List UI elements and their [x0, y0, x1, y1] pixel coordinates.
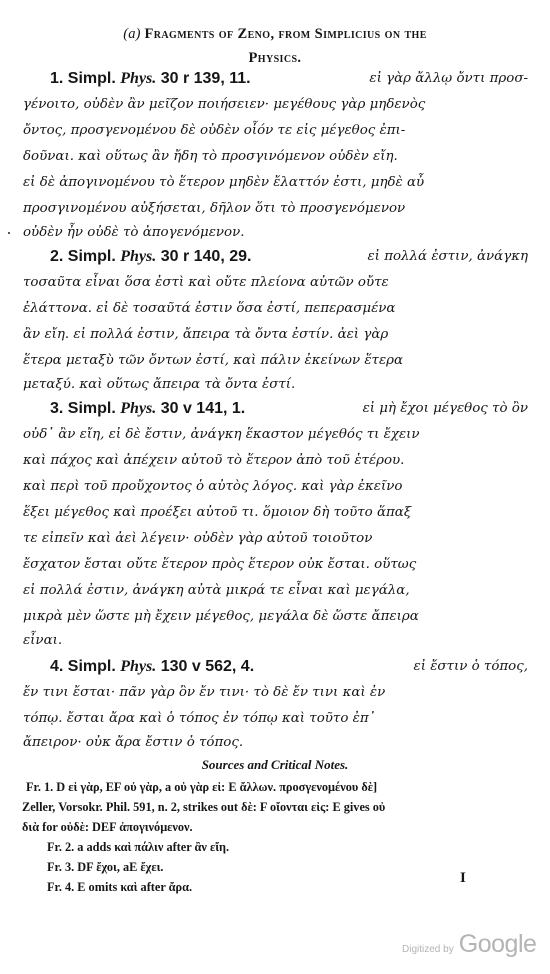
note-line-3: διὰ for οὐδὲ: DEF ἀπογινόμενον.: [22, 820, 193, 834]
fragment-3-line-9: μικρὰ μὲν ὥστε μὴ ἔχειν μέγεθος, μεγάλα δὲ ὥστε ἄπειρα: [23, 609, 419, 624]
section-heading: [30, 22, 520, 70]
fragment-2-line-4: ἂν εἴη. εἰ πολλά ἐστιν, ἄπειρα τὰ ὄντα ἐστίν. ἀεὶ γὰρ: [23, 327, 389, 342]
fragment-4-ref: 4. Simpl. Phys. 130 v 562, 4.: [50, 658, 255, 675]
fragment-3-line-8: εἰ πολλά ἐστιν, ἀνάγκη αὐτὰ μικρά τε εἶναι καὶ μεγάλα,: [23, 583, 410, 598]
note-line-2: Zeller, Vorsokr. Phil. 591, n. 2, strikes out δὲ: F οἴονται εἰς: E gives οὐ: [22, 800, 386, 814]
fragment-1-line-1: εἰ γὰρ ἄλλῳ ὄντι προσ-: [369, 71, 528, 86]
watermark-brand: Google: [458, 930, 537, 958]
fragment-3-ref: 3. Simpl. Phys. 30 v 141, 1.: [50, 400, 246, 417]
fragment-2-line-6: μεταξύ. καὶ οὕτως ἄπειρα τὰ ὄντα ἐστί.: [23, 377, 296, 392]
notes-title: Sources and Critical Notes.: [201, 757, 349, 772]
fragment-4-line-4: ἄπειρον· οὐκ ἄρα ἔστιν ὁ τόπος.: [23, 735, 244, 750]
margin-speck: [8, 232, 10, 234]
heading-line-1: Fragments of Zeno, from Simplicius on the: [144, 26, 427, 42]
fragment-4-line-3: τόπῳ. ἔσται ἄρα καὶ ὁ τόπος ἐν τόπῳ καὶ τοῦτο ἐπ᾽: [23, 711, 376, 726]
fragment-4-first-line: [50, 654, 528, 680]
fragment-3-line-3: καὶ πάχος καὶ ἀπέχειν αὐτοῦ τὸ ἕτερον ἀπὸ τοῦ ἑτέρου.: [23, 453, 405, 468]
fragment-1-line-3: ὄντος, προσγενομένου δὲ οὐδὲν οἷόν τε εἰς μέγεθος ἐπι-: [23, 123, 406, 138]
fragment-1-ref: 1. Simpl. Phys. 30 r 139, 11.: [50, 70, 251, 87]
fragment-1-line-7: οὐδὲν ἦν οὐδὲ τὸ ἀπογενόμενον.: [23, 225, 245, 240]
digitized-watermark: [402, 930, 536, 959]
fragment-1-line-4: δοῦναι. καὶ οὕτως ἂν ἤδη τὸ προσγινόμενον οὐδὲν εἴη.: [23, 149, 398, 164]
watermark-prefix: Digitized by: [402, 944, 454, 955]
fragment-3-line-5: ἕξει μέγεθος καὶ προέξει αὐτοῦ τι. ὅμοιον δὴ τοῦτο ἅπαξ: [23, 505, 412, 520]
heading-line-2: Physics.: [248, 50, 302, 66]
section-label: (a): [123, 26, 141, 42]
fragment-3-line-4: καὶ περὶ τοῦ προὔχοντος ὁ αὐτὸς λόγος. καὶ γὰρ ἐκεῖνο: [23, 479, 403, 494]
fragment-3-line-10: εἶναι.: [23, 633, 63, 648]
fragment-4-line-2: ἔν τινι ἔσται· πᾶν γὰρ ὂν ἔν τινι· τὸ δὲ ἔν τινι καὶ ἐν: [23, 685, 386, 700]
fragment-3-first-line: [50, 396, 528, 422]
fragment-3-line-1: εἰ μὴ ἔχοι μέγεθος τὸ ὂν: [362, 401, 528, 416]
fragment-1-line-6: προσγινομένου αὐξήσεται, δῆλον ὅτι τὸ προσγενόμενον: [23, 201, 406, 216]
signature-mark: I: [460, 870, 466, 886]
fragment-2-line-1: εἰ πολλά ἐστιν, ἀνάγκη: [367, 249, 528, 264]
fragment-1-first-line: [50, 66, 528, 92]
fragment-1-line-5: εἰ δὲ ἀπογινομένου τὸ ἕτερον μηδὲν ἔλαττόν ἐστι, μηδὲ αὖ: [23, 175, 425, 190]
note-line-1: Fr. 1. D εἰ γὰρ, EF οὐ γὰρ, a οὐ γὰρ εἰ: E ἄλλων. προσγενομένου δὲ]: [26, 780, 378, 794]
fragment-1-line-2: γένοιτο, οὐδὲν ἂν μεῖζον ποιήσειεν· μεγέθους γὰρ μηδενὸς: [23, 97, 426, 112]
note-line-4: Fr. 2. a adds καὶ πάλιν after ἂν εἴη.: [47, 840, 230, 854]
fragment-2-line-3: ἐλάττονα. εἰ δὲ τοσαῦτά ἐστιν ὅσα ἐστί, πεπερασμένα: [23, 301, 396, 316]
fragment-4-line-1: εἰ ἔστιν ὁ τόπος,: [413, 659, 528, 674]
fragment-3-line-2: οὐδ᾽ ἂν εἴη, εἰ δὲ ἔστιν, ἀνάγκη ἕκαστον μέγεθός τι ἔχειν: [23, 427, 420, 442]
fragment-3-line-7: ἔσχατον ἔσται οὔτε ἕτερον πρὸς ἕτερον οὐκ ἔσται. οὕτως: [23, 557, 417, 572]
note-line-5: Fr. 3. DF ἔχοι, aE ἔχει.: [47, 860, 164, 874]
fragment-2-first-line: [50, 244, 528, 270]
fragment-2-ref: 2. Simpl. Phys. 30 r 140, 29.: [50, 248, 252, 265]
fragment-2-line-2: τοσαῦτα εἶναι ὅσα ἐστὶ καὶ οὔτε πλείονα αὐτῶν οὔτε: [23, 275, 389, 290]
note-line-6: Fr. 4. E omits καὶ after ἄρα.: [47, 880, 193, 894]
fragment-2-line-5: ἕτερα μεταξὺ τῶν ὄντων ἐστί, καὶ πάλιν ἐκείνων ἕτερα: [23, 353, 404, 368]
fragment-3-line-6: τε εἰπεῖν καὶ ἀεὶ λέγειν· οὐδὲν γὰρ αὐτοῦ τοιοῦτον: [23, 531, 373, 546]
